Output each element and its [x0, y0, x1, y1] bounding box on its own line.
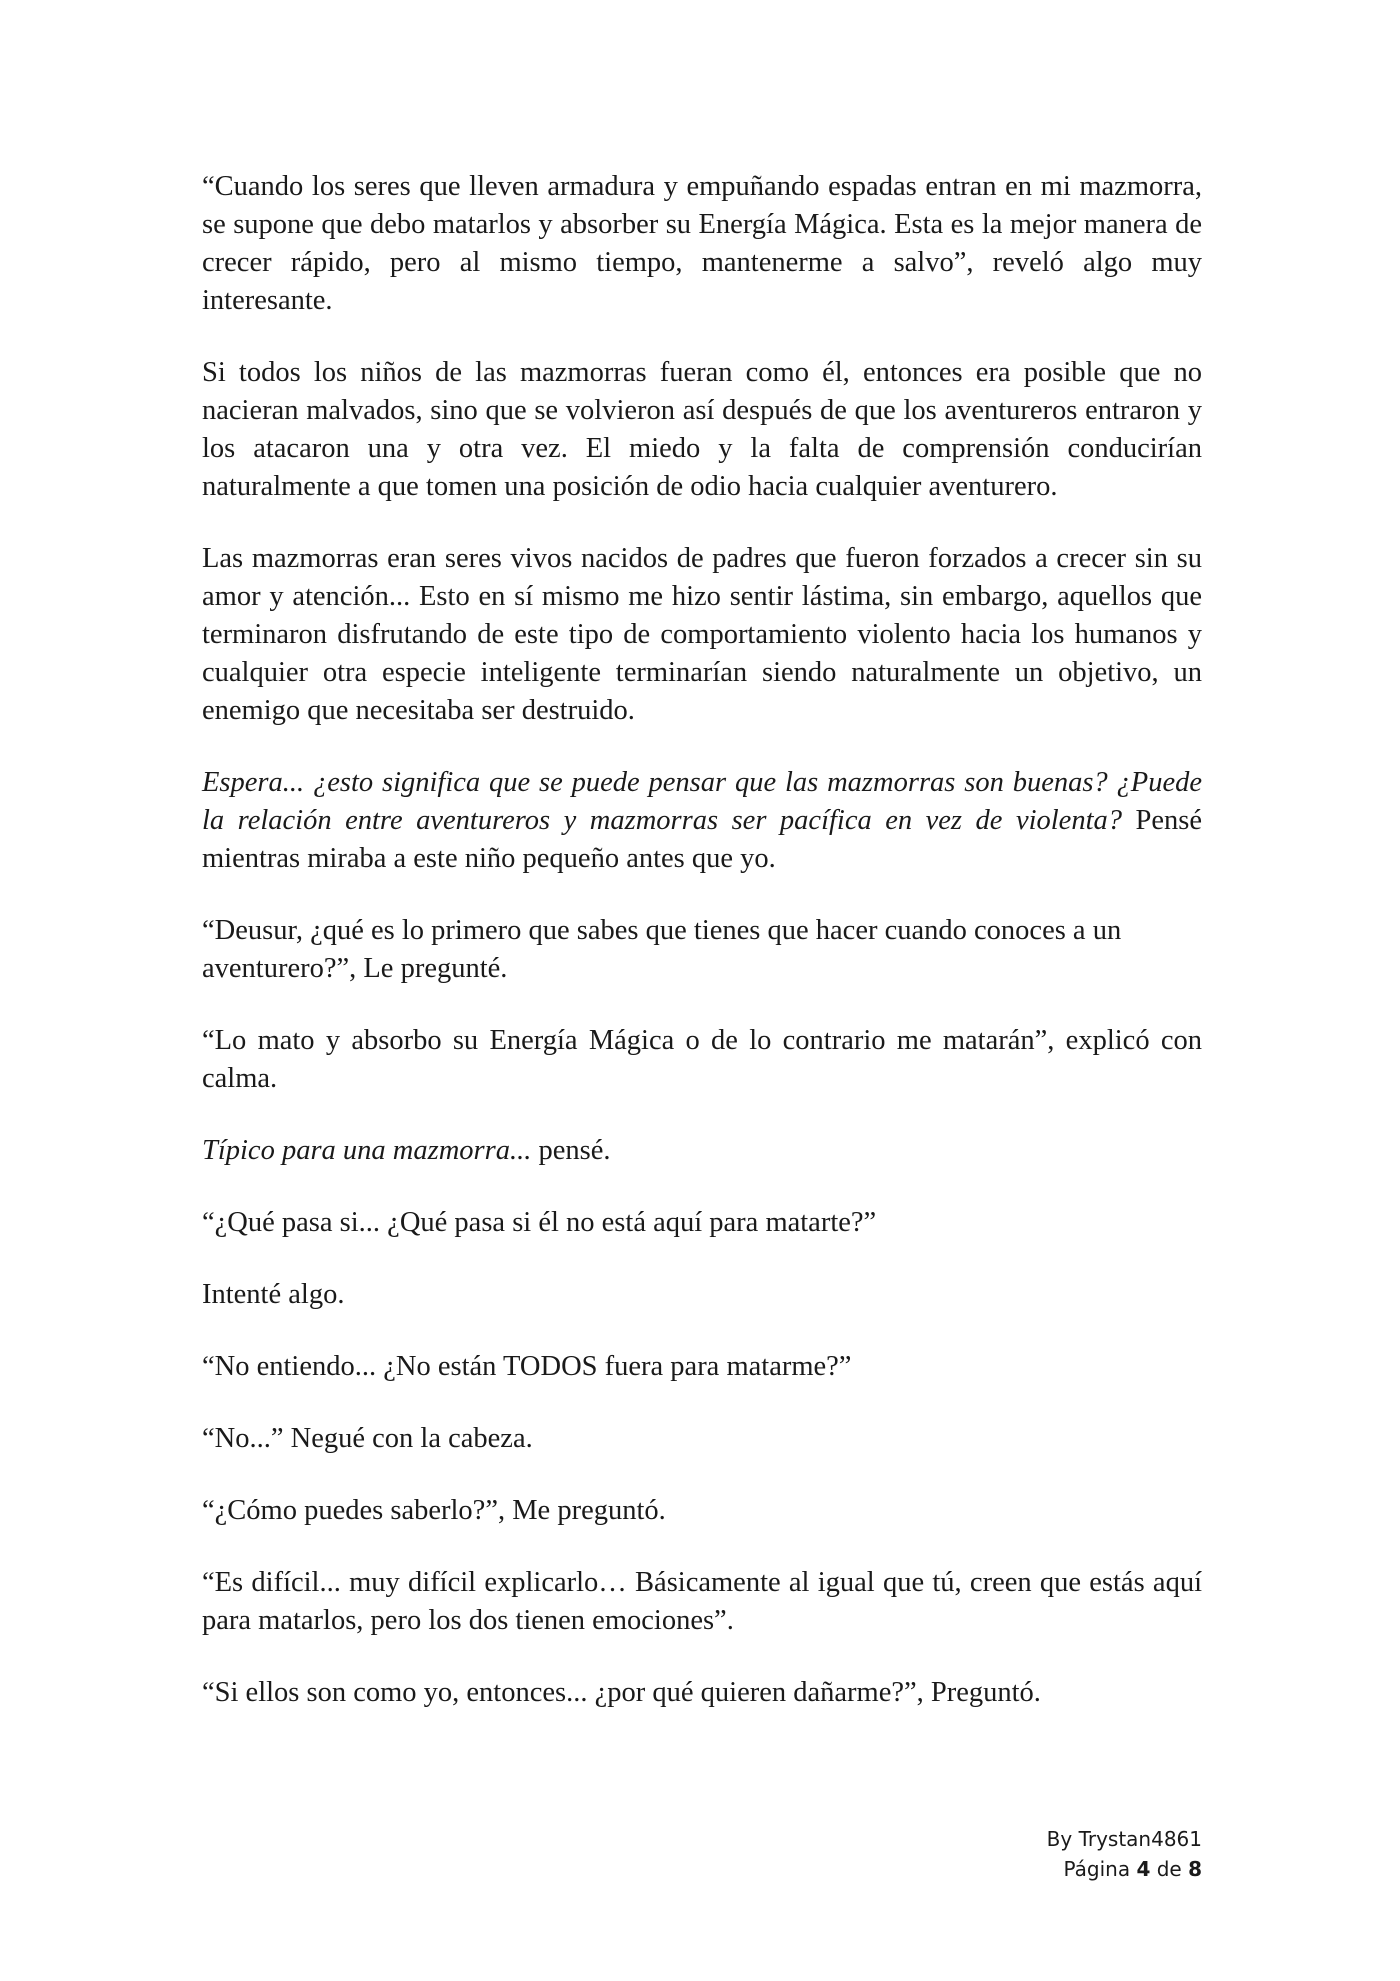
author-credit: By Trystan4861	[1046, 1827, 1202, 1851]
paragraph-text: “Es difícil... muy difícil explicarlo… Básicamente al igual que tú, creen que estás aquí para matarlos, pero los dos tienen emociones”.	[202, 1567, 1202, 1636]
paragraph-text: Intenté algo.	[202, 1279, 345, 1310]
paragraph-text: “¿Qué pasa si... ¿Qué pasa si él no está aquí para matarte?”	[202, 1207, 877, 1238]
paragraph	[202, 764, 1202, 878]
paragraph-text: “Deusur, ¿qué es lo primero que sabes que tienes que hacer cuando conoces a un aventurero?”, Le pregunté.	[202, 915, 1122, 984]
paragraph-text: Si todos los niños de las mazmorras fueran como él, entonces era posible que no nacieran malvados, sino que se volvieron así después de que los aventureros entraron y los atacaron una y otra vez. El miedo y la falta de comprensión conducirían naturalmente a que tomen una posición de odio hacia cualquier aventurero.	[202, 357, 1202, 502]
paragraph	[202, 1674, 1202, 1712]
paragraph	[202, 1564, 1202, 1640]
paragraph	[202, 1276, 1202, 1314]
paragraph-text: “Si ellos son como yo, entonces... ¿por qué quieren dañarme?”, Preguntó.	[202, 1677, 1041, 1708]
paragraph	[202, 1348, 1202, 1386]
paragraph-text: “No...” Negué con la cabeza.	[202, 1423, 533, 1454]
page-word: Página	[1063, 1857, 1131, 1881]
page-total: 8	[1188, 1857, 1202, 1881]
paragraph	[202, 1420, 1202, 1458]
paragraph-text: “Cuando los seres que lleven armadura y empuñando espadas entran en mi mazmorra, se supone que debo matarlos y absorber su Energía Mágica. Esta es la mejor manera de crecer rápido, pero al mismo tiempo, mantenerme a salvo”, reveló algo muy interesante.	[202, 171, 1202, 316]
body-text	[202, 168, 1202, 1746]
paragraph	[202, 1492, 1202, 1530]
paragraph	[202, 1204, 1202, 1242]
page-footer	[1047, 1824, 1202, 1884]
paragraph	[202, 168, 1202, 320]
of-word: de	[1156, 1857, 1182, 1881]
paragraph	[202, 1132, 1202, 1170]
italic-thought-text: Espera... ¿esto significa que se puede pensar que las mazmorras son buenas? ¿Puede la relación entre aventureros y mazmorras ser pacífica en vez de violenta?	[202, 767, 1202, 836]
page-number: 4	[1136, 1857, 1151, 1881]
paragraph	[202, 1022, 1202, 1098]
italic-thought-text: Típico para una mazmorra...	[202, 1135, 532, 1166]
paragraph-text: “¿Cómo puedes saberlo?”, Me preguntó.	[202, 1495, 666, 1526]
paragraph-text: Las mazmorras eran seres vivos nacidos de padres que fueron forzados a crecer sin su amor y atención... Esto en sí mismo me hizo sentir lástima, sin embargo, aquellos que terminaron disfrutando de este tipo de comportamiento violento hacia los humanos y cualquier otra especie inteligente terminarían siendo naturalmente un objetivo, un enemigo que necesitaba ser destruido.	[202, 543, 1202, 726]
paragraph	[202, 540, 1202, 730]
paragraph	[202, 354, 1202, 506]
page-number-line	[1047, 1854, 1202, 1884]
paragraph-text: “Lo mato y absorbo su Energía Mágica o de lo contrario me matarán”, explicó con calma.	[202, 1025, 1202, 1094]
paragraph	[202, 912, 1202, 988]
paragraph-text: “No entiendo... ¿No están TODOS fuera para matarme?”	[202, 1351, 852, 1382]
paragraph-text: Pensé mientras miraba a este niño pequeño antes que yo.	[202, 805, 1202, 874]
paragraph-text: pensé.	[531, 1135, 611, 1166]
